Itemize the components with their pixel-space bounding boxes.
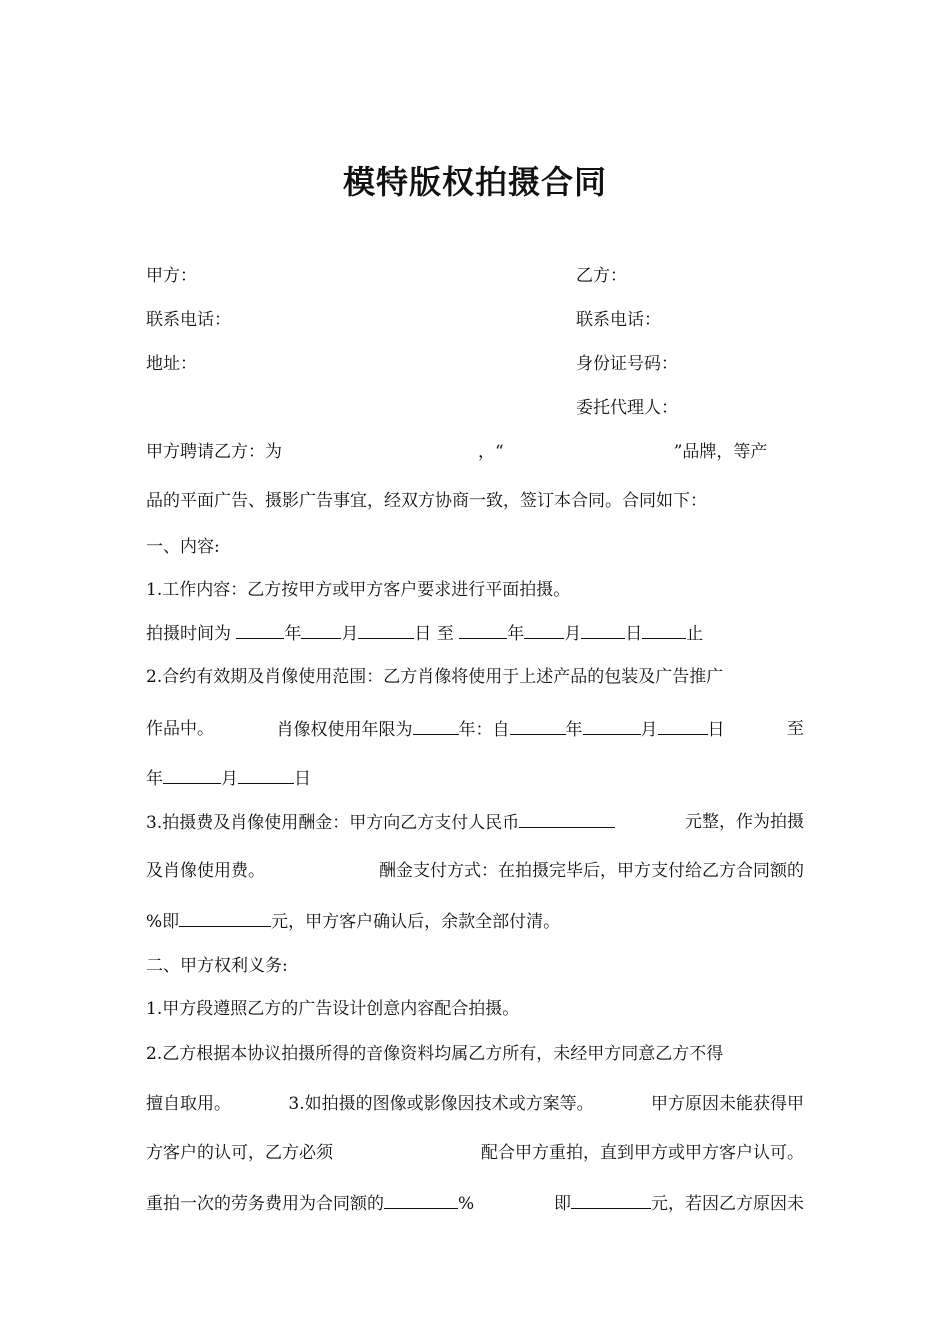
party-b-agent-label: 委托代理人： [576,398,678,418]
blank-field[interactable] [510,717,566,735]
s1-item-1: 1.工作内容：乙方按甲方或甲方客户要求进行平面拍摄。 [146,580,571,600]
blank-field[interactable] [581,621,625,639]
fee-text-c: 及肖像使用费。 [146,861,265,881]
party-a-label: 甲方： [146,266,197,286]
s2-text-b: 3.如拍摄的图像或影像因技术或方案等。 [288,1094,594,1114]
day-label: 日 [414,624,432,644]
intro-text-a: 甲方聘请乙方：为 [146,442,282,462]
year-label: 年 [284,624,302,644]
section-2-heading: 二、甲方权利义务: [146,956,288,976]
blank-field[interactable] [583,717,641,735]
s2-text-d: 方客户的认可，乙方必须 [146,1143,333,1163]
blank-field[interactable] [179,909,271,927]
month-label: 月 [564,624,582,644]
party-a-address-label: 地址： [146,354,197,374]
blank-field[interactable] [238,766,294,784]
month-label: 月 [341,624,359,644]
fee-text-b: 元整，作为拍摄 [685,812,804,832]
blank-field[interactable] [658,717,708,735]
intro-line-1 [146,440,767,464]
to-label: 至 [787,719,804,739]
blank-field[interactable] [163,766,221,784]
s2-item-3-line-3 [146,1191,804,1216]
party-b-label: 乙方： [576,266,627,286]
blank-field[interactable] [413,717,459,735]
shooting-time-label: 拍摄时间为 [146,624,231,644]
usage-end-line [146,766,311,791]
intro-text-b: ，“ [478,442,504,462]
to-label: 至 [436,624,454,644]
blank-field[interactable] [301,621,341,639]
intro-line-2: 品的平面广告、摄影广告事宜，经双方协商一致，签订本合同。合同如下： [146,491,707,511]
party-b-id-label: 身份证号码： [576,354,678,374]
blank-field[interactable] [459,621,507,639]
usage-period-line [146,717,804,742]
section-1-heading: 一、内容: [146,537,220,557]
fee-text-a: 3.拍摄费及肖像使用酬金：甲方向乙方支付人民币 [146,813,520,833]
fee-line-3 [146,909,560,934]
contract-title: 模特版权拍摄合同 [342,163,607,201]
until-label: 止 [686,624,704,644]
s2-item-2-line-2 [146,1092,804,1116]
fee-line-2 [146,859,804,883]
s2-text-f: 重拍一次的劳务费用为合同额的 [146,1194,384,1214]
year-label: 年 [565,720,583,740]
usage-text-c: 年：自 [458,720,510,740]
year-label: 年 [146,769,163,789]
day-label: 日 [625,624,643,644]
day-label: 日 [294,769,311,789]
blank-field[interactable] [519,810,615,828]
party-a-phone-label: 联系电话： [146,310,231,330]
month-label: 月 [640,720,658,740]
s2-text-g: % [458,1194,475,1214]
blank-field[interactable] [384,1191,458,1209]
shooting-time-line [146,621,703,646]
fee-line-1 [146,810,804,835]
blank-field[interactable] [642,621,686,639]
intro-text-c: ”品牌，等产 [673,442,768,462]
s2-text-a: 擅自取用。 [146,1094,231,1114]
fee-text-f: 元，甲方客户确认后，余款全部付清。 [271,912,561,932]
s2-text-e: 配合甲方重拍，直到甲方或甲方客户认可。 [481,1143,804,1163]
s2-text-i: 元，若因乙方原因未 [651,1194,804,1214]
s2-item-3-line-2 [146,1141,804,1165]
usage-text-b: 肖像权使用年限为 [276,720,413,740]
s2-item-1: 1.甲方段遵照乙方的广告设计创意内容配合拍摄。 [146,999,520,1019]
month-label: 月 [221,769,238,789]
s2-text-c: 甲方原因未能获得甲 [650,1094,804,1114]
day-label: 日 [707,720,725,740]
s2-text-h: 即 [554,1194,571,1214]
s1-item-2: 2.合约有效期及肖像使用范围：乙方肖像将使用于上述产品的包装及广告推广 [146,667,724,687]
fee-text-e: %即 [146,912,180,932]
usage-text-a: 作品中。 [146,719,214,739]
blank-field[interactable] [358,621,414,639]
party-b-phone-label: 联系电话： [576,310,661,330]
blank-field[interactable] [571,1191,651,1209]
fee-text-d: 酬金支付方式：在拍摄完毕后，甲方支付给乙方合同额的 [379,861,804,881]
blank-field[interactable] [524,621,564,639]
s2-item-2-line-1: 2.乙方根据本协议拍摄所得的音像资料均属乙方所有，未经甲方同意乙方不得 [146,1044,724,1064]
blank-field[interactable] [236,621,284,639]
year-label: 年 [507,624,525,644]
